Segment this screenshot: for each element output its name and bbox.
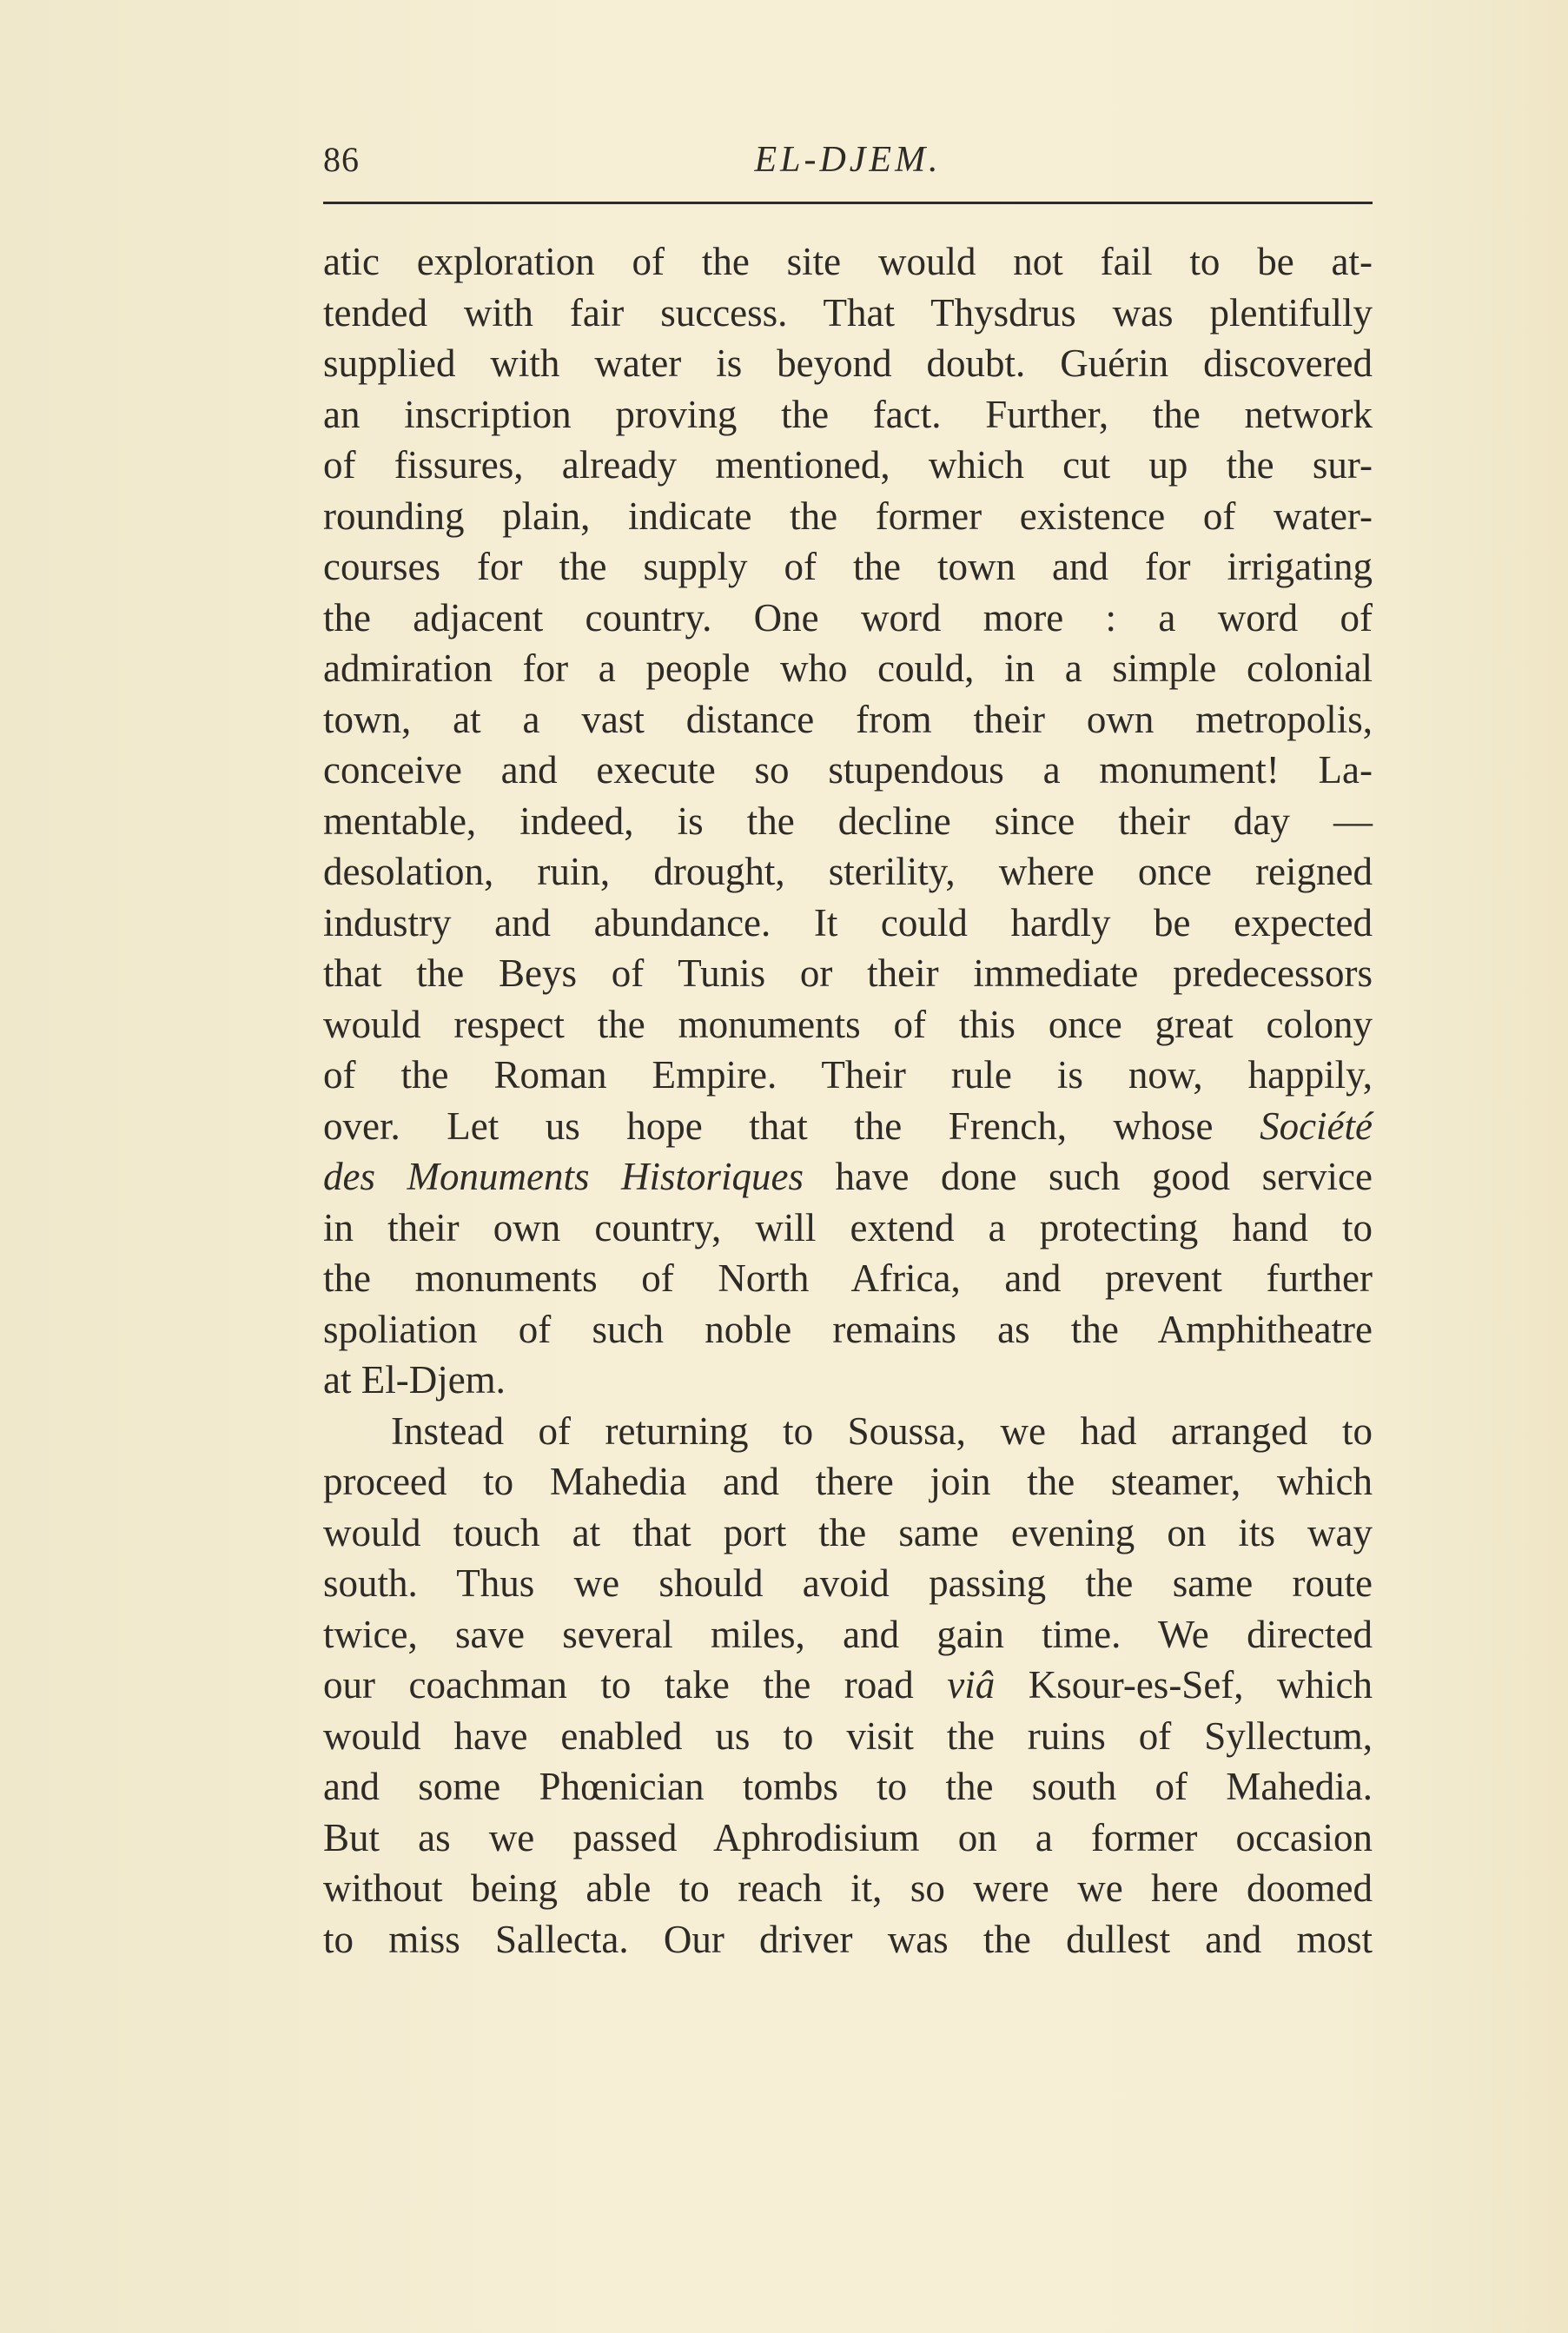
text-line: But as we passed Aphrodisium on a former occasion: [323, 1815, 1373, 1859]
text-line: would touch at that port the same evening on its way: [323, 1510, 1373, 1554]
text-line: admiration for a people who could, in a simple colonial: [323, 646, 1373, 690]
text-line: town, at a vast distance from their own metropolis,: [323, 697, 1373, 741]
text-run: our coachman to take the road: [323, 1663, 948, 1707]
text-line: an inscription proving the fact. Further, the network: [323, 392, 1373, 436]
text-run: Ksour-es-Sef, which: [995, 1663, 1373, 1707]
text-line: of the Roman Empire. Their rule is now, happily,: [323, 1053, 1373, 1097]
text-line: proceed to Mahedia and there join the steamer, which: [323, 1460, 1373, 1503]
text-line: of fissures, already mentioned, which cut up the sur-: [323, 443, 1373, 487]
text-line: rounding plain, indicate the former existence of water-: [323, 494, 1373, 538]
page-number: 86: [323, 140, 360, 179]
text-line: would have enabled us to visit the ruins of Syllectum,: [323, 1713, 1373, 1758]
text-line: in their own country, will extend a protecting hand to: [323, 1205, 1373, 1249]
page-header: [323, 139, 1373, 191]
text-line: the adjacent country. One word more : a word of: [323, 595, 1373, 640]
text-line: [323, 1101, 1373, 1152]
text-line: south. Thus we should avoid passing the same route: [323, 1561, 1373, 1605]
italic-term: des Monuments Historiques: [323, 1155, 804, 1198]
text-line: the monuments of North Africa, and prevent further: [323, 1256, 1373, 1300]
italic-term: viâ: [947, 1663, 996, 1707]
text-line: to miss Sallecta. Our driver was the dullest and most: [323, 1917, 1373, 1961]
italic-term: Société: [1260, 1104, 1373, 1148]
text-line: spoliation of such noble remains as the Amphitheatre: [323, 1307, 1373, 1351]
text-line: and some Phœnician tombs to the south of Mahedia.: [323, 1765, 1373, 1808]
text-line: courses for the supply of the town and for irrigating: [323, 545, 1373, 588]
text-line: supplied with water is beyond doubt. Guérin discovered: [323, 341, 1373, 385]
text-line: desolation, ruin, drought, sterility, where once reigned: [323, 850, 1373, 893]
text-line: Instead of returning to Soussa, we had arranged to: [391, 1408, 1373, 1453]
text-line: that the Beys of Tunis or their immediate predecessors: [323, 951, 1373, 995]
text-line: twice, save several miles, and gain time. We directed: [323, 1612, 1373, 1656]
running-head: EL-DJEM.: [754, 140, 942, 180]
text-line: without being able to reach it, so were we here doomed: [323, 1866, 1373, 1910]
text-line: conceive and execute so stupendous a monument! La-: [323, 748, 1373, 792]
text-line: [323, 1151, 1373, 1203]
text-line: [323, 1660, 1373, 1711]
header-rule: [323, 202, 1373, 204]
text-line: would respect the monuments of this once great colony: [323, 1002, 1373, 1046]
body-text: [323, 236, 1373, 1965]
text-run: over. Let us hope that the French, whose: [323, 1104, 1260, 1148]
text-line: tended with fair success. That Thysdrus was plentifully: [323, 290, 1373, 335]
text-line: mentable, indeed, is the decline since their day —: [323, 799, 1373, 843]
text-run: have done such good service: [804, 1155, 1373, 1198]
text-line: atic exploration of the site would not fail to be at-: [323, 240, 1373, 283]
text-line: industry and abundance. It could hardly be expected: [323, 900, 1373, 944]
text-line: at El-Djem.: [323, 1358, 506, 1402]
